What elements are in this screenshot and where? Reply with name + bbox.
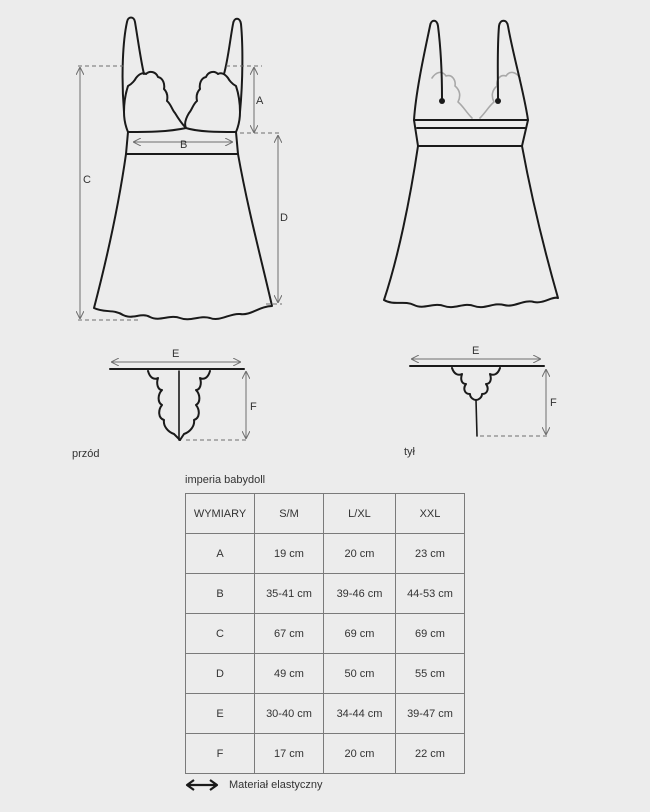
table-cell: 55 cm xyxy=(396,654,465,694)
front-babydoll xyxy=(94,18,272,320)
dim-label-d: D xyxy=(280,212,288,224)
front-skirt xyxy=(94,154,272,319)
back-thong-lace-right xyxy=(476,368,500,400)
table-cell: 39-46 cm xyxy=(324,574,396,614)
table-cell: 39-47 cm xyxy=(396,694,465,734)
back-band xyxy=(414,120,528,146)
front-left-cup xyxy=(124,72,186,132)
front-right-cup xyxy=(185,72,240,132)
back-thong-string xyxy=(476,400,477,436)
table-cell: 34-44 cm xyxy=(324,694,396,734)
table-cell: 50 cm xyxy=(324,654,396,694)
table-header-row xyxy=(186,494,465,534)
dim-label-e-front: E xyxy=(172,348,180,360)
table-header-cell: WYMIARY xyxy=(186,494,255,534)
legend xyxy=(185,779,323,791)
back-thong-lace-left xyxy=(452,368,476,400)
back-thong xyxy=(410,366,544,436)
table-row xyxy=(186,534,465,574)
legend-text: Materiał elastyczny xyxy=(229,779,323,791)
dim-label-a: A xyxy=(256,95,264,107)
table-cell: 44-53 cm xyxy=(396,574,465,614)
dim-label-e-back: E xyxy=(472,345,480,357)
front-view-label: przód xyxy=(72,448,100,460)
table-cell: 17 cm xyxy=(255,734,324,774)
table-cell: 49 cm xyxy=(255,654,324,694)
back-view-label: tył xyxy=(404,446,415,458)
table-cell: 67 cm xyxy=(255,614,324,654)
table-cell: 30-40 cm xyxy=(255,694,324,734)
table-cell: 20 cm xyxy=(324,734,396,774)
table-cell: 20 cm xyxy=(324,534,396,574)
front-thong-lace-right xyxy=(180,371,210,440)
table-cell: 19 cm xyxy=(255,534,324,574)
double-arrow-icon xyxy=(185,779,219,791)
table-row xyxy=(186,614,465,654)
table-row xyxy=(186,694,465,734)
front-thong-lace-left xyxy=(148,371,180,440)
back-babydoll xyxy=(384,21,558,307)
table-cell: 35-41 cm xyxy=(255,574,324,614)
dim-label-c: C xyxy=(83,174,91,186)
back-right-strap xyxy=(498,21,528,120)
front-dimensions xyxy=(78,66,282,320)
table-cell: 23 cm xyxy=(396,534,465,574)
back-right-button xyxy=(495,98,501,104)
table-cell: D xyxy=(186,654,255,694)
back-left-strap xyxy=(414,21,442,120)
table-cell: 69 cm xyxy=(324,614,396,654)
table-cell: A xyxy=(186,534,255,574)
table-row xyxy=(186,574,465,614)
dim-label-b: B xyxy=(180,139,188,151)
table-cell: 69 cm xyxy=(396,614,465,654)
product-title: imperia babydoll xyxy=(185,474,266,486)
front-thong-dimensions xyxy=(112,362,248,440)
dim-label-f-back: F xyxy=(550,397,557,409)
front-thong xyxy=(110,369,244,440)
table-header-cell: S/M xyxy=(255,494,324,534)
back-left-button xyxy=(439,98,445,104)
table-row xyxy=(186,654,465,694)
table-cell: E xyxy=(186,694,255,734)
back-lace-outline xyxy=(432,72,520,118)
table-header-cell: XXL xyxy=(396,494,465,534)
table-cell: F xyxy=(186,734,255,774)
back-skirt xyxy=(384,146,558,307)
table-cell: B xyxy=(186,574,255,614)
size-table xyxy=(185,493,465,774)
table-row xyxy=(186,734,465,774)
table-cell: 22 cm xyxy=(396,734,465,774)
table-cell: C xyxy=(186,614,255,654)
dim-label-f-front: F xyxy=(250,401,257,413)
table-header-cell: L/XL xyxy=(324,494,396,534)
